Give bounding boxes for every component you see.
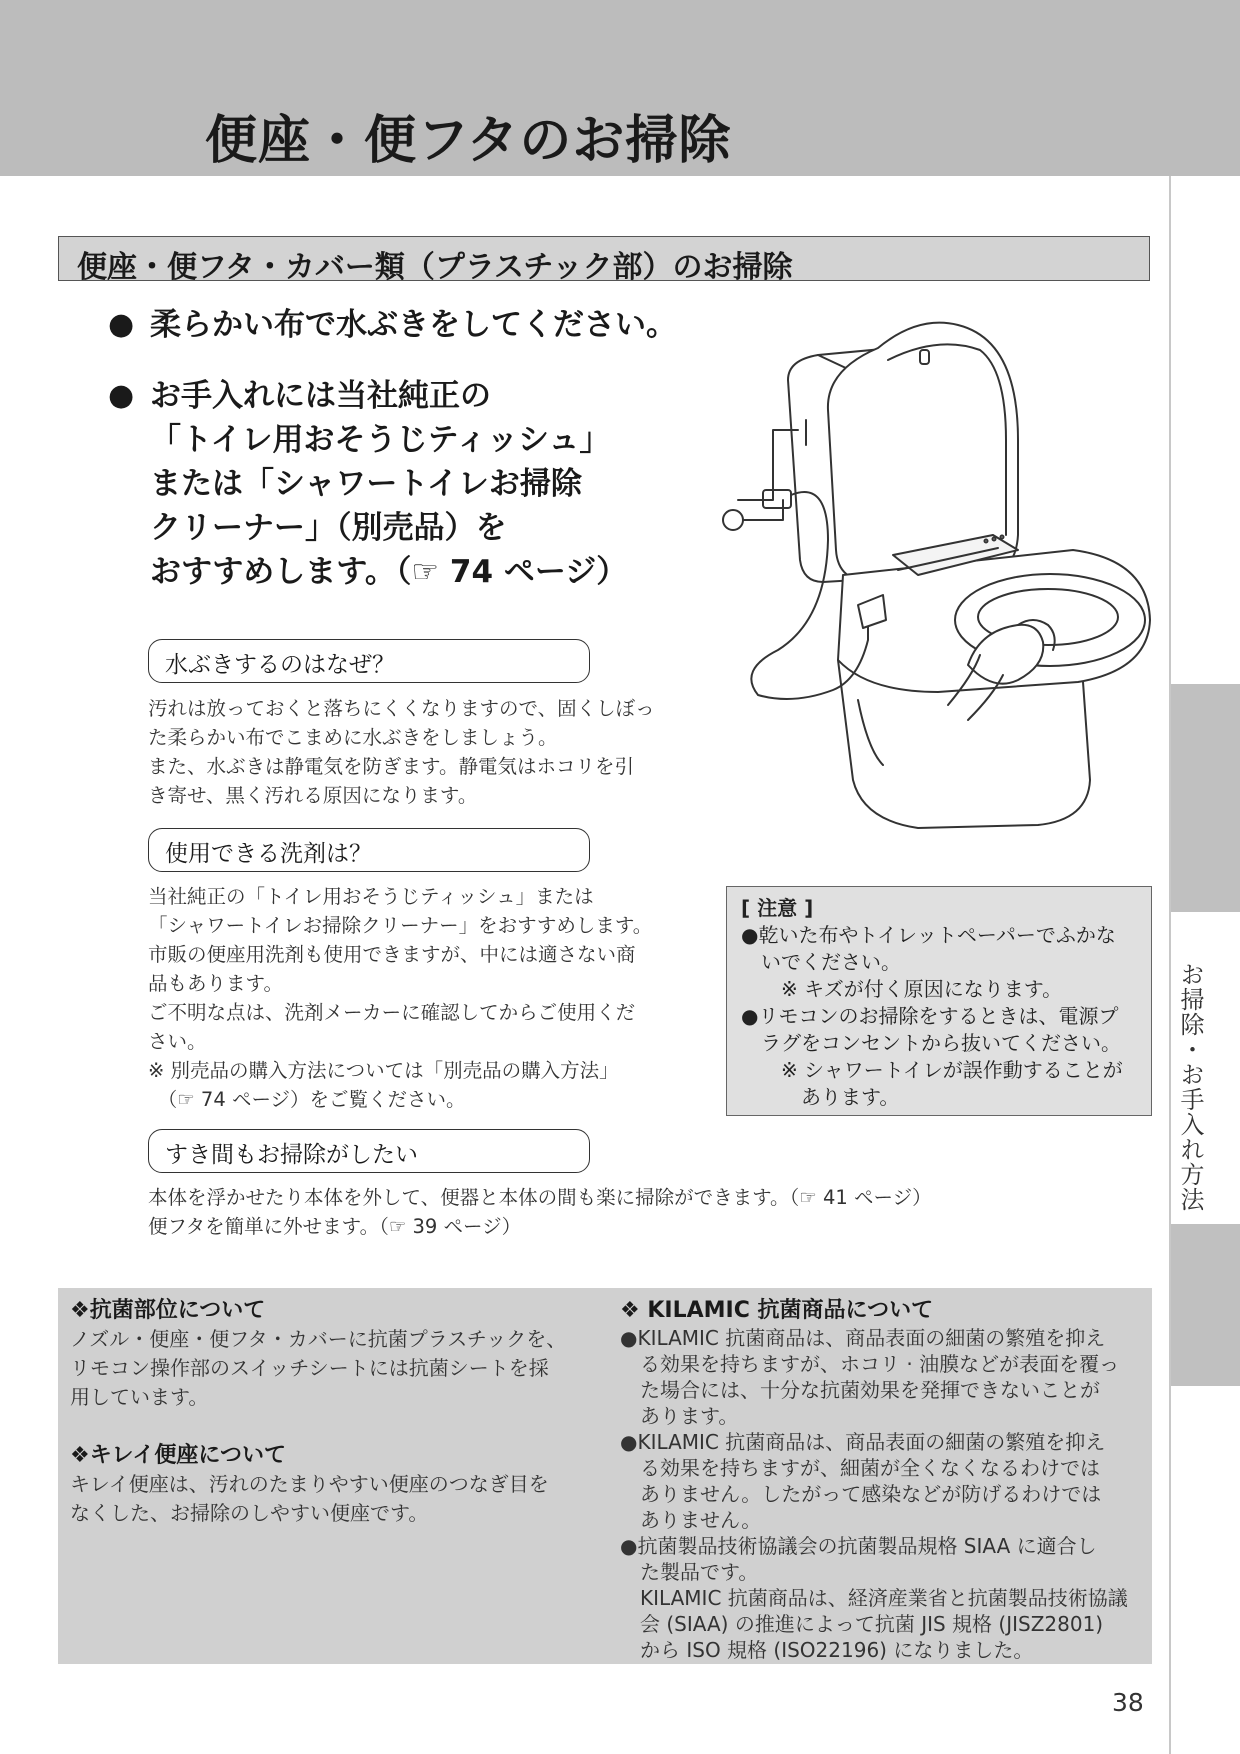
section-header-text: 便座・便フタ・カバー類（プラスチック部）のお掃除	[77, 250, 793, 285]
bullet-dot: ●	[108, 307, 135, 342]
info-line: ありません。	[620, 1508, 762, 1532]
answer-line: 本体を浮かせたり本体を外して、便器と本体の間も楽に掃除ができます。（☞ 41 ページ）	[148, 1186, 932, 1209]
answer-gap-cleaning	[148, 1183, 932, 1241]
answer-line: た柔らかい布でこまめに水ぶきをしましょう。	[148, 726, 558, 749]
answer-line: 品もあります。	[148, 972, 283, 995]
info-line: から ISO 規格 (ISO22196) になりました。	[620, 1638, 1034, 1662]
answer-line: （☞ 74 ページ）をご覧ください。	[148, 1088, 466, 1111]
info-line: ●抗菌製品技術協議会の抗菌製品規格 SIAA に適合し	[620, 1534, 1097, 1558]
question-text: すき間もお掃除がしたい	[165, 1142, 418, 1168]
info-line: ●KILAMIC 抗菌商品は、商品表面の細菌の繁殖を抑え	[620, 1326, 1106, 1350]
info-line: 会 (SIAA) の推進によって抗菌 JIS 規格 (JISZ2801)	[620, 1612, 1104, 1636]
side-tab-label: お掃除・お手入れ方法	[1176, 962, 1204, 1212]
toilet-cleaning-illustration	[718, 320, 1158, 845]
question-text: 使用できる洗剤は？	[165, 841, 372, 867]
info-right-column	[620, 1296, 1128, 1663]
section-header	[58, 236, 1150, 285]
bullet-text: 柔らかい布で水ぶきをしてください。	[150, 307, 677, 343]
page-number: 38	[1112, 1688, 1144, 1717]
answer-line: ※ 別売品の購入方法については「別売品の購入方法」	[148, 1059, 619, 1082]
info-line: なくした、お掃除のしやすい便座です。	[70, 1501, 429, 1525]
caution-line: ●乾いた布やトイレットペーパーでふかな	[741, 923, 1116, 947]
bullet-line: または「シャワートイレお掃除	[150, 466, 582, 502]
caution-box	[726, 886, 1152, 1116]
page-title: 便座・便フタのお掃除	[205, 111, 732, 171]
caution-line: ※ キズが付く原因になります。	[741, 977, 1063, 1001]
question-pill-gap-cleaning	[148, 1129, 590, 1173]
caution-line: ●リモコンのお掃除をするときは、電源プ	[741, 1004, 1119, 1028]
info-left-column	[70, 1296, 566, 1528]
question-text: 水ぶきするのはなぜ？	[165, 652, 395, 678]
info-line: ●KILAMIC 抗菌商品は、商品表面の細菌の繁殖を抑え	[620, 1430, 1106, 1454]
info-line: あります。	[620, 1404, 739, 1428]
bullet-line: クリーナー」（別売品）を	[150, 510, 507, 546]
bullet-dot: ●	[108, 378, 135, 413]
kilamic-heading: ❖ KILAMIC 抗菌商品について	[620, 1298, 934, 1323]
info-panel	[58, 1288, 1152, 1664]
bullet-line: お手入れには当社純正の	[150, 378, 491, 414]
bullet-line: おすすめします。（☞ 74 ページ）	[150, 554, 628, 590]
answer-line: さい。	[148, 1030, 207, 1053]
info-line: る効果を持ちますが、細菌が全くなくなるわけでは	[620, 1456, 1100, 1480]
spacer	[70, 1412, 566, 1441]
caution-title: [ 注意 ]	[741, 896, 814, 920]
info-line: た製品です。	[620, 1560, 759, 1584]
caution-line: ※ シャワートイレが誤作動することが	[741, 1058, 1123, 1082]
info-line: ノズル・便座・便フタ・カバーに抗菌プラスチックを、	[70, 1327, 567, 1351]
caution-line: あります。	[741, 1085, 900, 1109]
info-line: る効果を持ちますが、ホコリ · 油膜などが表面を覆っ	[620, 1352, 1120, 1376]
caution-line: ラグをコンセントから抜いてください。	[741, 1031, 1121, 1055]
answer-line: ご不明な点は、洗剤メーカーに確認してからご使用くだ	[148, 1001, 636, 1024]
answer-why-wipe	[148, 694, 655, 810]
antibacterial-heading: ❖抗菌部位について	[70, 1298, 266, 1323]
question-pill-why-wipe	[148, 639, 590, 683]
answer-line: 便フタを簡単に外せます。（☞ 39 ページ）	[148, 1215, 522, 1238]
caution-content	[741, 895, 1123, 1111]
caution-line: いでください。	[741, 950, 901, 974]
answer-line: また、水ぶきは静電気を防ぎます。静電気はホコリを引	[148, 755, 634, 778]
kirei-heading: ❖キレイ便座について	[70, 1443, 286, 1468]
info-line: KILAMIC 抗菌商品は、経済産業省と抗菌製品技術協議	[620, 1586, 1128, 1610]
answer-line: き寄せ、黒く汚れる原因になります。	[148, 784, 478, 807]
bullet-line: 「トイレ用おそうじティッシュ」	[150, 422, 611, 458]
answer-line: 「シャワートイレお掃除クリーナー」をおすすめします。	[148, 914, 653, 937]
answer-detergent	[148, 882, 652, 1114]
info-line: リモコン操作部のスイッチシートには抗菌シートを採	[70, 1356, 549, 1380]
bullet-text-block	[150, 374, 627, 594]
info-line: た場合には、十分な抗菌効果を発揮できないことが	[620, 1378, 1100, 1402]
question-pill-detergent	[148, 828, 590, 872]
info-line: キレイ便座は、汚れのたまりやすい便座のつなぎ目を	[70, 1472, 549, 1496]
info-line: ありません。したがって感染などが防げるわけでは	[620, 1482, 1102, 1506]
info-line: 用しています。	[70, 1385, 209, 1409]
answer-line: 当社純正の「トイレ用おそうじティッシュ」または	[148, 885, 594, 908]
answer-line: 市販の便座用洗剤も使用できますが、中には適さない商	[148, 943, 636, 966]
answer-line: 汚れは放っておくと落ちにくくなりますので、固くしぼっ	[148, 697, 655, 720]
